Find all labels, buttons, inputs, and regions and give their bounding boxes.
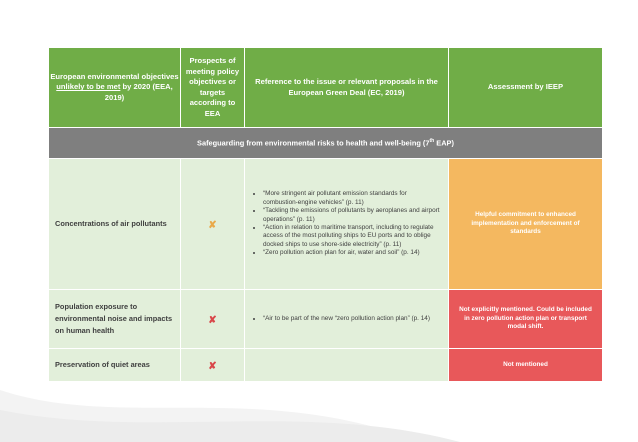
reference-item: • “Action in relation to maritime transport, including to regulate access of the most polluting ships to EU ports and to oblige docked ships to use shore-side electricity” (p. 11) bbox=[263, 224, 442, 249]
header-assessment: Assessment by IEEP bbox=[449, 48, 603, 128]
assessment-table bbox=[48, 47, 603, 382]
cross-mark-icon: ✘ bbox=[208, 220, 217, 231]
reference-item: • “Tackling the emissions of pollutants by aeroplanes and airport operations” (p. 11) bbox=[263, 207, 442, 224]
reference-item: • “Zero pollution action plan for air, water and soil” (p. 14) bbox=[263, 249, 442, 257]
reference-cell bbox=[245, 349, 449, 382]
assessment-cell: Not explicitly mentioned. Could be included in zero pollution action plan or transport modal shift. bbox=[449, 290, 603, 349]
header-prospects: Prospects of meeting policy objectives or targets according to EEA bbox=[181, 48, 245, 128]
prospect-cell bbox=[181, 159, 245, 290]
reference-item: • “Air to be part of the new “zero pollution action plan” (p. 14) bbox=[263, 315, 442, 323]
prospect-cell bbox=[181, 349, 245, 382]
reference-list bbox=[251, 315, 442, 323]
reference-item: • “More stringent air pollutant emission standards for combustion-engine vehicles” (p. 11) bbox=[263, 190, 442, 207]
cross-mark-icon: ✘ bbox=[208, 315, 217, 326]
table-row bbox=[49, 349, 603, 382]
assessment-cell: Not mentioned bbox=[449, 349, 603, 382]
table-row bbox=[49, 290, 603, 349]
objective-cell: Concentrations of air pollutants bbox=[49, 159, 181, 290]
header-row bbox=[49, 48, 603, 128]
section-row bbox=[49, 128, 603, 159]
section-title: Safeguarding from environmental risks to health and well-being (7th EAP) bbox=[49, 128, 603, 159]
reference-list bbox=[251, 190, 442, 257]
header-objectives: European environmental objectives unlikely to be met by 2020 (EEA, 2019) bbox=[49, 48, 181, 128]
assessment-cell: Helpful commitment to enhanced implementation and enforcement of standards bbox=[449, 159, 603, 290]
reference-cell bbox=[245, 290, 449, 349]
objective-cell: Preservation of quiet areas bbox=[49, 349, 181, 382]
prospect-cell bbox=[181, 290, 245, 349]
reference-cell bbox=[245, 159, 449, 290]
header-reference: Reference to the issue or relevant proposals in the European Green Deal (EC, 2019) bbox=[245, 48, 449, 128]
cross-mark-icon: ✘ bbox=[208, 361, 217, 372]
table-row bbox=[49, 159, 603, 290]
objective-cell: Population exposure to environmental noise and impacts on human health bbox=[49, 290, 181, 349]
